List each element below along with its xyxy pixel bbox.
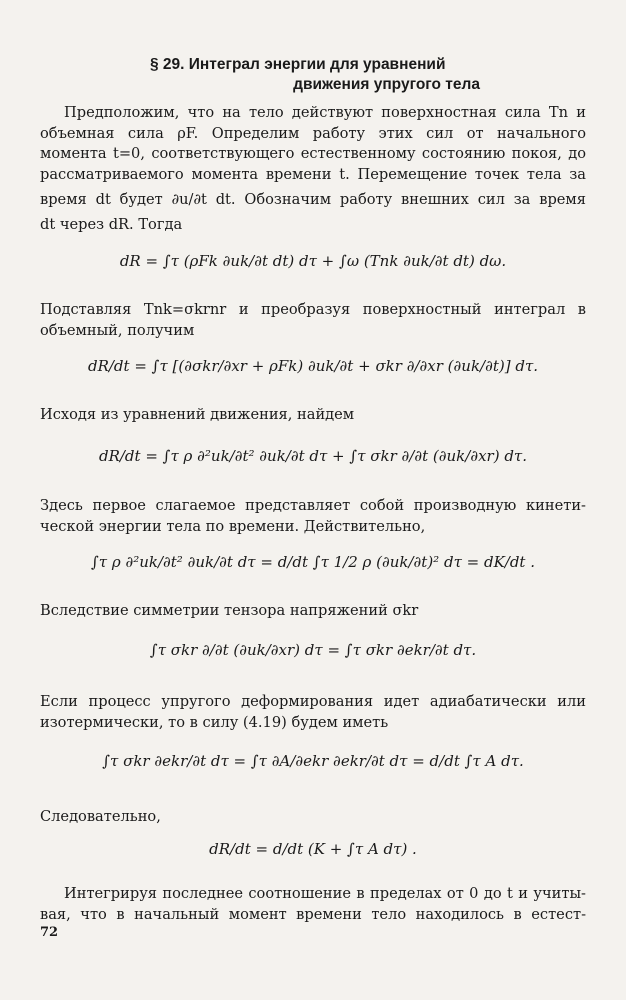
text-line: объемная сила ρF. Определим работу этих сил от начального: [40, 124, 586, 142]
text-line: Если процесс упругого деформирования идет адиабатически или: [40, 693, 586, 710]
equation-3: dR/dt = ∫τ ρ ∂²uk/∂t² ∂uk/∂t dτ + ∫τ σkr ∂/∂t (∂uk/∂xr) dτ.: [98, 447, 527, 465]
equation-1: dR = ∫τ (ρFk ∂uk/∂t dt) dτ + ∫ω (Tnk ∂uk/∂t dt) dω.: [119, 252, 507, 270]
text-line: вая, что в начальный момент времени тело находилось в естест-: [40, 905, 586, 923]
paragraph-6: [40, 692, 586, 733]
paragraph-1: [40, 103, 586, 236]
heading-line-2: движения упругого тела: [293, 76, 480, 93]
equation-6: ∫τ σkr ∂ekr/∂t dτ = ∫τ ∂A/∂ekr ∂ekr/∂t dτ = d/dt ∫τ A dτ.: [102, 752, 524, 770]
paragraph-4: [40, 496, 586, 537]
paragraph-8: [40, 884, 586, 925]
equation-7: dR/dt = d/dt (K + ∫τ A dτ) .: [209, 840, 417, 858]
heading-line-1: § 29. Интеграл энергии для уравнений: [150, 56, 446, 73]
paragraph-2: [40, 300, 586, 341]
equation-4: ∫τ ρ ∂²uk/∂t² ∂uk/∂t dτ = d/dt ∫τ 1/2 ρ (∂uk/∂t)² dτ = dK/dt .: [90, 553, 536, 571]
text-line: Исходя из уравнений движения, найдем: [40, 406, 355, 423]
paragraph-7: [40, 807, 586, 828]
text-line: Предположим, что на тело действуют поверхностная сила Tn и: [64, 104, 586, 121]
text-line: Вследствие симметрии тензора напряжений σkr: [40, 602, 419, 619]
text-line: объемный, получим: [40, 321, 195, 339]
text-line: Подставляя Tnk=σkrnr и преобразуя поверхностный интеграл в: [40, 301, 586, 318]
paragraph-5: [40, 601, 586, 622]
paragraph-3: [40, 405, 586, 426]
equation-2: dR/dt = ∫τ [(∂σkr/∂xr + ρFk) ∂uk/∂t + σkr ∂/∂xr (∂uk/∂t)] dτ.: [87, 357, 539, 375]
page-number: 72: [40, 925, 59, 940]
text-line: рассматриваемого момента времени t. Перемещение точек тела за: [40, 165, 586, 183]
text-line: момента t=0, соответствующего естественному состоянию покоя, до: [40, 145, 586, 162]
text-line: Следовательно,: [40, 808, 161, 825]
text-line: Интегрируя последнее соотношение в пределах от 0 до t и учиты-: [64, 885, 586, 902]
text-line: ческой энергии тела по времени. Действительно,: [40, 517, 426, 535]
equation-5: ∫τ σkr ∂/∂t (∂uk/∂xr) dτ = ∫τ σkr ∂ekr/∂t dτ.: [149, 641, 477, 659]
text-line: время dt будет ∂u/∂t dt. Обозначим работу внешних сил за время: [40, 191, 586, 208]
text-line: изотермически, то в силу (4.19) будем иметь: [40, 713, 389, 731]
text-line: Здесь первое слагаемое представляет собой производную кинети-: [40, 497, 586, 514]
section-heading: [150, 55, 480, 95]
text-line: dt через dR. Тогда: [40, 216, 183, 233]
